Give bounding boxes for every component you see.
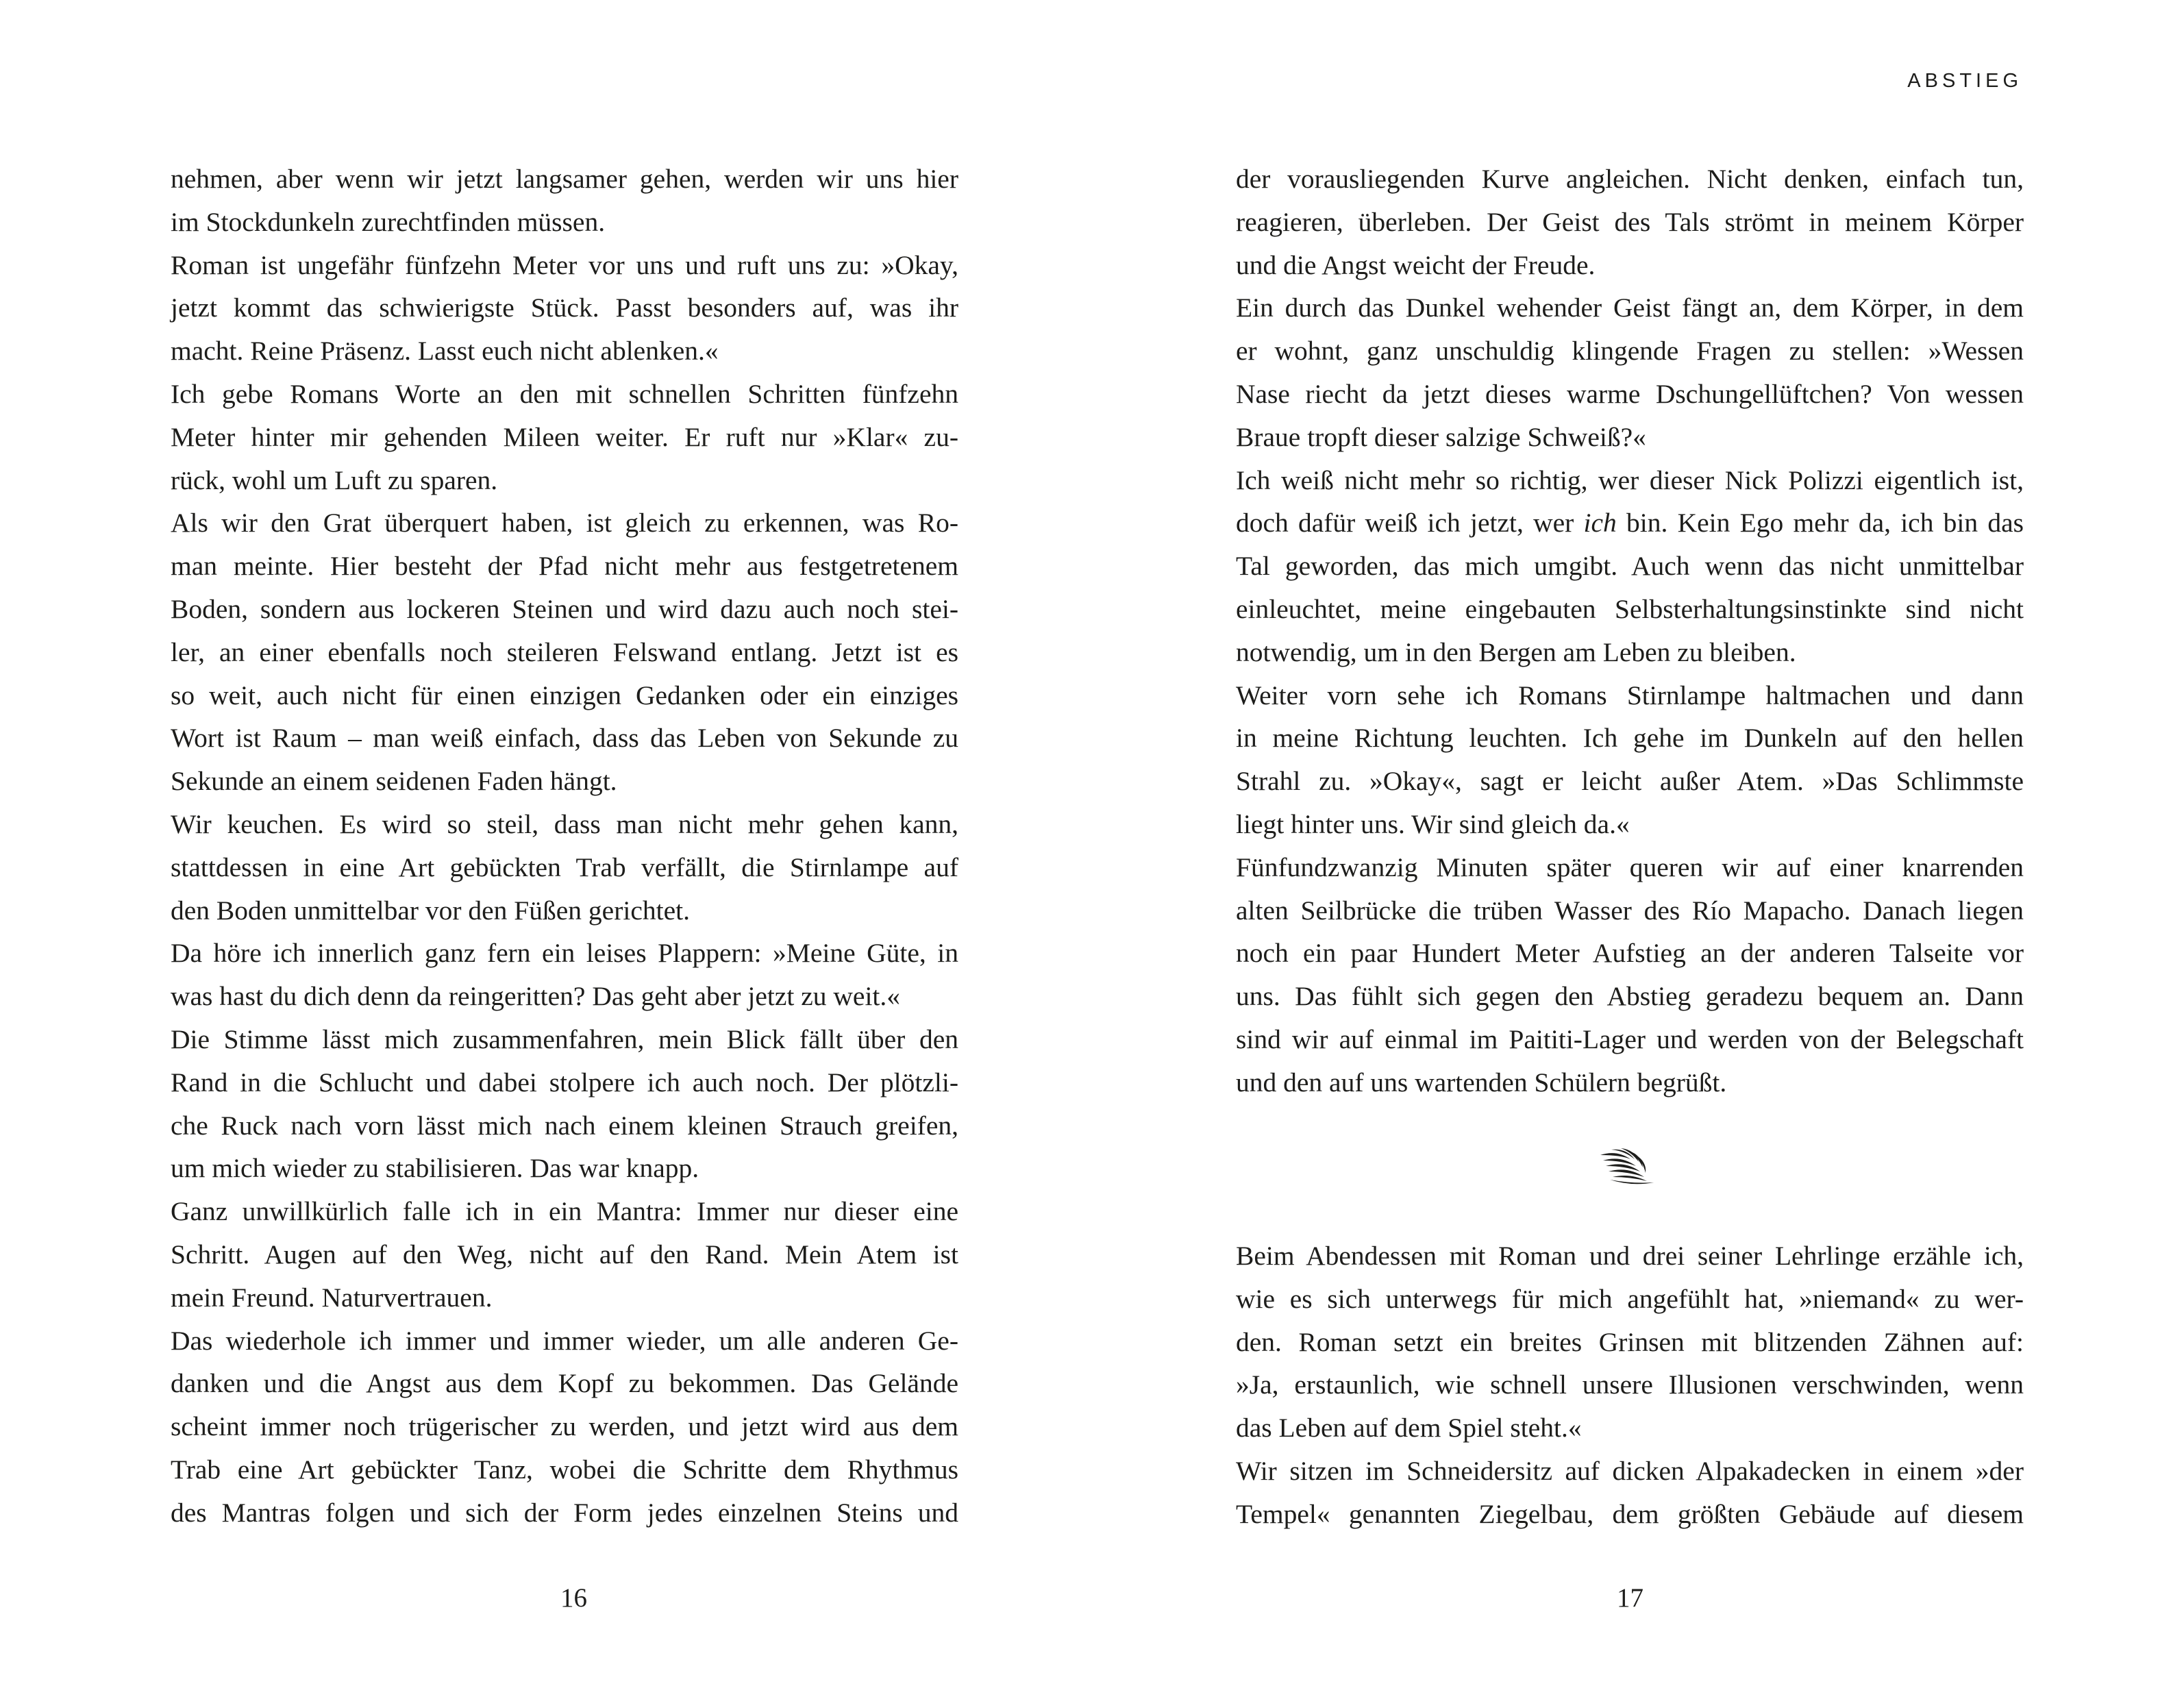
text-line: Wort ist Raum – man weiß einfach, dass das Leben von Sekunde zu: [171, 723, 958, 754]
text-line: was hast du dich denn da reingeritten? Das geht aber jetzt zu weit.«: [171, 981, 901, 1012]
text-line: reagieren, überleben. Der Geist des Tals strömt in meinem Körper: [1236, 206, 2024, 237]
text-line: um mich wieder zu stabilisieren. Das war knapp.: [171, 1153, 699, 1184]
text-line: so weit, auch nicht für einen einzigen Gedanken oder ein einziges: [171, 680, 958, 710]
text-line: »Ja, erstaunlich, wie schnell unsere Illusionen verschwinden, wenn: [1236, 1369, 2024, 1400]
text-line: man meinte. Hier besteht der Pfad nicht mehr aus festgetretenem: [171, 551, 958, 582]
text-line: jetzt kommt das schwierigste Stück. Passt besonders auf, was ihr: [171, 293, 958, 323]
text-line: Wir keuchen. Es wird so steil, dass man nicht mehr gehen kann,: [171, 808, 958, 839]
text-line: er wohnt, ganz unschuldig klingende Fragen zu stellen: »Wessen: [1236, 336, 2024, 367]
text-line: Ich weiß nicht mehr so richtig, wer dieser Nick Polizzi eigentlich ist,: [1236, 464, 2024, 495]
text-line: liegt hinter uns. Wir sind gleich da.«: [1236, 808, 1630, 839]
text-line: doch dafür weiß ich jetzt, wer ich bin. Kein Ego mehr da, ich bin das: [1236, 508, 2024, 538]
text-line: Boden, sondern aus lockeren Steinen und wird dazu auch noch stei-: [171, 593, 958, 624]
text-line: Braue tropft dieser salzige Schweiß?«: [1236, 421, 1646, 452]
text-line: danken und die Angst aus dem Kopf zu bekommen. Das Gelände: [171, 1368, 958, 1399]
page-number-left: 16: [560, 1583, 587, 1613]
text-line: Ganz unwillkürlich falle ich in ein Mantra: Immer nur dieser eine: [171, 1196, 958, 1227]
text-line: Tal geworden, das mich umgibt. Auch wenn das nicht unmittelbar: [1236, 551, 2024, 582]
left-page-text: [171, 158, 958, 1535]
text-line: einleuchtet, meine eingebauten Selbsterhaltungsinstinkte sind nicht: [1236, 593, 2024, 624]
text-line: in meine Richtung leuchten. Ich gehe im Dunkeln auf den hellen: [1236, 723, 2024, 754]
fern-leaf-ornament-icon: [1596, 1145, 1655, 1189]
text-line: rück, wohl um Luft zu sparen.: [171, 464, 498, 495]
text-line: alten Seilbrücke die trüben Wasser des Río Mapacho. Danach liegen: [1236, 895, 2024, 926]
text-line: Ein durch das Dunkel wehender Geist fängt an, dem Körper, in dem: [1236, 293, 2024, 323]
text-line: und den auf uns wartenden Schülern begrüßt.: [1236, 1067, 1727, 1097]
text-line: Trab eine Art gebückter Tanz, wobei die Schritte dem Rhythmus: [171, 1454, 958, 1485]
text-line: Das wiederhole ich immer und immer wieder, um alle anderen Ge-: [171, 1325, 958, 1356]
text-line: scheint immer noch trügerischer zu werden, und jetzt wird aus dem: [171, 1411, 958, 1442]
text-line: den Boden unmittelbar vor den Füßen gerichtet.: [171, 895, 690, 926]
right-page-text: [1236, 158, 2024, 1104]
text-line: stattdessen in eine Art gebückten Trab verfällt, die Stirnlampe auf: [171, 852, 958, 882]
text-line: Schritt. Augen auf den Weg, nicht auf den Rand. Mein Atem ist: [171, 1239, 958, 1269]
text-line: ler, an einer ebenfalls noch steileren Felswand entlang. Jetzt ist es: [171, 636, 958, 667]
text-line: Rand in die Schlucht und dabei stolpere ich auch noch. Der plötzli-: [171, 1067, 958, 1097]
text-line: Da höre ich innerlich ganz fern ein leises Plappern: »Meine Güte, in: [171, 938, 958, 969]
text-line: des Mantras folgen und sich der Form jedes einzelnen Steins und: [171, 1497, 958, 1528]
text-line: Beim Abendessen mit Roman und drei seiner Lehrlinge erzähle ich,: [1236, 1241, 2024, 1271]
page-number-right: 17: [1617, 1583, 1643, 1613]
text-line: den. Roman setzt ein breites Grinsen mit blitzenden Zähnen auf:: [1236, 1326, 2024, 1357]
text-line: mein Freund. Naturvertrauen.: [171, 1282, 493, 1313]
text-line: Weiter vorn sehe ich Romans Stirnlampe haltmachen und dann: [1236, 680, 2024, 710]
text-line: Wir sitzen im Schneidersitz auf dicken Alpakadecken in einem »der: [1236, 1455, 2024, 1486]
text-line: sind wir auf einmal im Paititi-Lager und werden von der Belegschaft: [1236, 1024, 2024, 1054]
text-line: Tempel« genannten Ziegelbau, dem größten Gebäude auf diesem: [1236, 1498, 2024, 1529]
right-page-text-after-break: [1236, 1235, 2024, 1536]
text-line: che Ruck nach vorn lässt mich nach einem kleinen Strauch greifen,: [171, 1110, 958, 1141]
text-line: Sekunde an einem seidenen Faden hängt.: [171, 766, 617, 797]
text-line: Nase riecht da jetzt dieses warme Dschungellüftchen? Von wessen: [1236, 378, 2024, 409]
text-line: und die Angst weicht der Freude.: [1236, 249, 1596, 280]
text-line: noch ein paar Hundert Meter Aufstieg an der anderen Talseite vor: [1236, 938, 2024, 969]
text-line: Roman ist ungefähr fünfzehn Meter vor uns und ruft uns zu: »Okay,: [171, 249, 958, 280]
text-line: Meter hinter mir gehenden Mileen weiter. Er ruft nur »Klar« zu-: [171, 421, 958, 452]
text-line: Als wir den Grat überquert haben, ist gleich zu erkennen, was Ro-: [171, 508, 958, 538]
text-line: macht. Reine Präsenz. Lasst euch nicht ablenken.«: [171, 336, 719, 367]
text-line: uns. Das fühlt sich gegen den Abstieg geradezu bequem an. Dann: [1236, 981, 2024, 1012]
text-line: Ich gebe Romans Worte an den mit schnellen Schritten fünfzehn: [171, 378, 958, 409]
text-line: notwendig, um in den Bergen am Leben zu bleiben.: [1236, 636, 1796, 667]
text-line: Fünfundzwanzig Minuten später queren wir auf einer knarrenden: [1236, 852, 2024, 882]
text-line: nehmen, aber wenn wir jetzt langsamer gehen, werden wir uns hier: [171, 164, 958, 194]
text-line: im Stockdunkeln zurechtfinden müssen.: [171, 206, 606, 237]
text-line: Strahl zu. »Okay«, sagt er leicht außer Atem. »Das Schlimmste: [1236, 766, 2024, 797]
text-line: das Leben auf dem Spiel steht.«: [1236, 1413, 1582, 1443]
text-line: Die Stimme lässt mich zusammenfahren, mein Blick fällt über den: [171, 1024, 958, 1054]
running-head: ABSTIEG: [1907, 70, 2022, 92]
text-line: wie es sich unterwegs für mich angefühlt hat, »niemand« zu wer-: [1236, 1283, 2024, 1314]
text-line: der vorausliegenden Kurve angleichen. Nicht denken, einfach tun,: [1236, 164, 2024, 194]
